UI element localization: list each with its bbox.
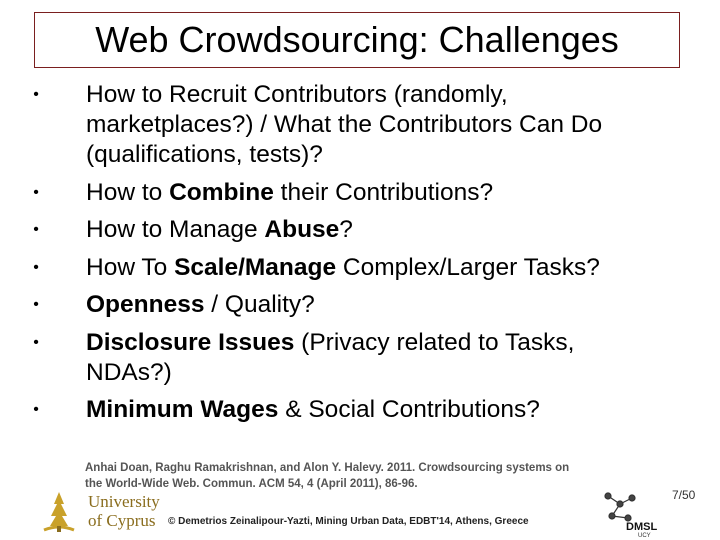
bullet-bold-text: Scale/Manage (174, 253, 337, 281)
bullet-item-disclosure (26, 328, 706, 388)
bullet-text: Complex/Larger Tasks? (336, 253, 600, 281)
bullet-item-openness (26, 290, 706, 320)
bullet-icon: • (33, 258, 39, 276)
bullet-bold-text: Openness (86, 291, 205, 318)
bullet-text: their Contributions? (273, 178, 494, 206)
bullet-text: (Privacy related to Tasks, (294, 328, 575, 356)
university-of-cyprus-logo (34, 490, 174, 534)
bullet-icon: • (33, 333, 39, 351)
bullet-icon: • (33, 183, 39, 201)
bullet-text: & Social Contributions? (278, 396, 540, 423)
page-number: 7/50 (672, 488, 696, 502)
bullet-icon: • (33, 221, 39, 238)
bullet-text: NDAs?) (86, 358, 172, 386)
logo-ucy-line1: University (88, 492, 160, 511)
dmsl-logo-sub: UCY (638, 533, 651, 538)
bullet-text: marketplaces?) / What the Contributors Can Do (86, 111, 603, 138)
dmsl-network-icon (605, 493, 635, 521)
bullet-item-abuse (26, 215, 706, 245)
logo-ucy-line2: of Cyprus (88, 511, 156, 530)
bullet-item-wages (26, 395, 706, 425)
bullet-icon: • (33, 86, 39, 103)
dmsl-logo-text: DMSL (626, 521, 658, 533)
bullet-icon: • (33, 296, 39, 313)
bullet-text: (qualifications, tests)? (86, 141, 323, 168)
bullet-bold-text: Combine (169, 178, 274, 206)
bullet-bold-text: Disclosure Issues (86, 328, 295, 356)
bullet-bold-text: Abuse (264, 216, 340, 243)
dmsl-logo (598, 488, 668, 538)
cypress-tree-icon (34, 490, 84, 534)
bullet-text: How to (86, 178, 170, 206)
bullet-text: How to Recruit Contributors (randomly, (86, 81, 508, 108)
bullet-text: How to Manage (86, 216, 265, 243)
citation-line: the World-Wide Web. Commun. ACM 54, 4 (April 2011), 86-96. (85, 478, 418, 490)
bullet-item-scale (26, 253, 706, 283)
bullet-text: How To (86, 253, 175, 281)
bullet-icon: • (33, 401, 39, 418)
slide-title (34, 12, 680, 68)
bullet-item-recruit (26, 80, 706, 170)
bullet-text: / Quality? (204, 291, 315, 318)
bullet-item-combine (26, 178, 706, 208)
footer-copyright: © Demetrios Zeinalipour-Yazti, Mining Urban Data, EDBT'14, Athens, Greece (168, 516, 529, 527)
slide-title-text: Web Crowdsourcing: Challenges (95, 19, 619, 60)
bullet-text: ? (339, 216, 353, 243)
bullet-list (26, 80, 706, 433)
bullet-bold-text: Minimum Wages (86, 396, 279, 423)
citation-line: Anhai Doan, Raghu Ramakrishnan, and Alon Y. Halevy. 2011. Crowdsourcing systems on (85, 462, 570, 474)
